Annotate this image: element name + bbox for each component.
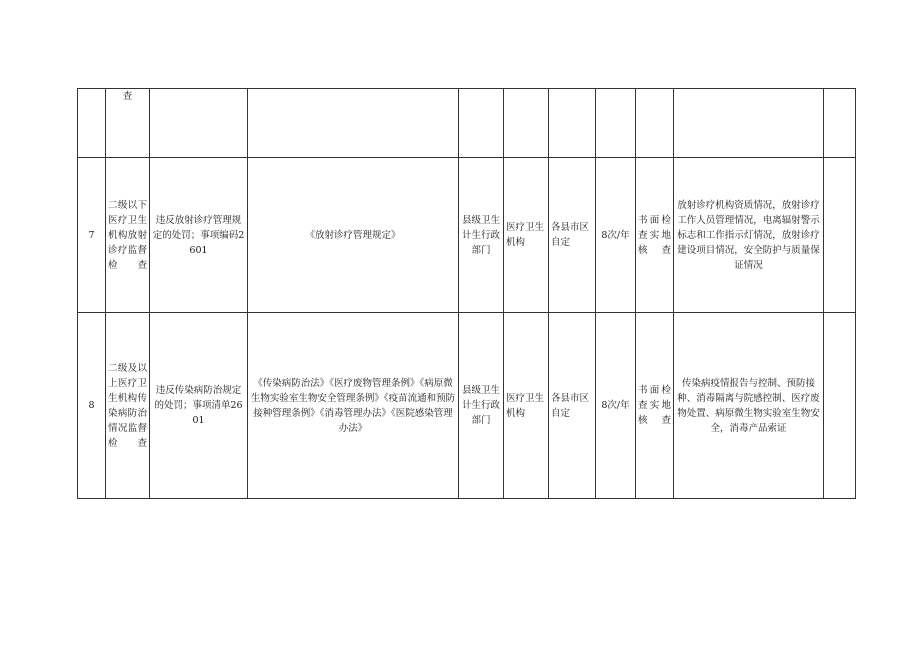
cell-method — [636, 89, 674, 158]
cell-law: 《传染病防治法》《医疗废物管理条例》《病原微生物实验室生物安全管理条例》《疫苗流通和预防接种管理条例》《消毒管理办法》《医院感染管理办法》 — [248, 313, 459, 499]
cell-scope: 各县市区自定 — [549, 313, 596, 499]
cell-content: 放射诊疗机构资质情况，放射诊疗工作人员管理情况，电离辐射警示标志和工作指示灯情况，放射诊疗建设项目情况，安全防护与质量保证情况 — [674, 158, 824, 313]
cell-note — [824, 158, 856, 313]
cell-scope — [549, 89, 596, 158]
cell-note — [824, 313, 856, 499]
cell-freq — [596, 89, 636, 158]
cell-content: 传染病疫情报告与控制、预防接种、消毒隔离与院感控制、医疗废物处置、病原微生物实验室生物安全，消毒产品索证 — [674, 313, 824, 499]
table-row — [78, 89, 856, 158]
table-row — [78, 158, 856, 313]
cell-object — [504, 89, 549, 158]
cell-item: 二级以下医疗卫生机构放射诊疗监督检查 — [106, 158, 150, 313]
cell-basis: 违反放射诊疗管理规定的处罚；事项编码2601 — [150, 158, 248, 313]
inspection-table — [77, 88, 856, 499]
cell-item: 二级及以上医疗卫生机构传染病防治情况监督检查 — [106, 313, 150, 499]
cell-no: 8 — [78, 313, 106, 499]
cell-note — [824, 89, 856, 158]
table-row — [78, 313, 856, 499]
cell-dept: 县级卫生计生行政部门 — [459, 313, 504, 499]
cell-method — [636, 158, 674, 313]
cell-no — [78, 89, 106, 158]
cell-freq: 8次/年 — [596, 313, 636, 499]
method-text: 书面检查实地核查 — [638, 385, 671, 426]
cell-object: 医疗卫生机构 — [504, 158, 549, 313]
cell-law — [248, 89, 459, 158]
cell-basis — [150, 89, 248, 158]
cell-content — [674, 89, 824, 158]
cell-dept: 县级卫生计生行政部门 — [459, 158, 504, 313]
cell-method — [636, 313, 674, 499]
cell-scope: 各县市区自定 — [549, 158, 596, 313]
cell-basis: 违反传染病防治规定的处罚；事项清单2601 — [150, 313, 248, 499]
cell-no: 7 — [78, 158, 106, 313]
cell-law: 《放射诊疗管理规定》 — [248, 158, 459, 313]
cell-dept — [459, 89, 504, 158]
cell-item: 查 — [106, 89, 150, 158]
cell-object: 医疗卫生机构 — [504, 313, 549, 499]
method-text: 书面检查实地核查 — [638, 214, 671, 256]
cell-freq: 8次/年 — [596, 158, 636, 313]
